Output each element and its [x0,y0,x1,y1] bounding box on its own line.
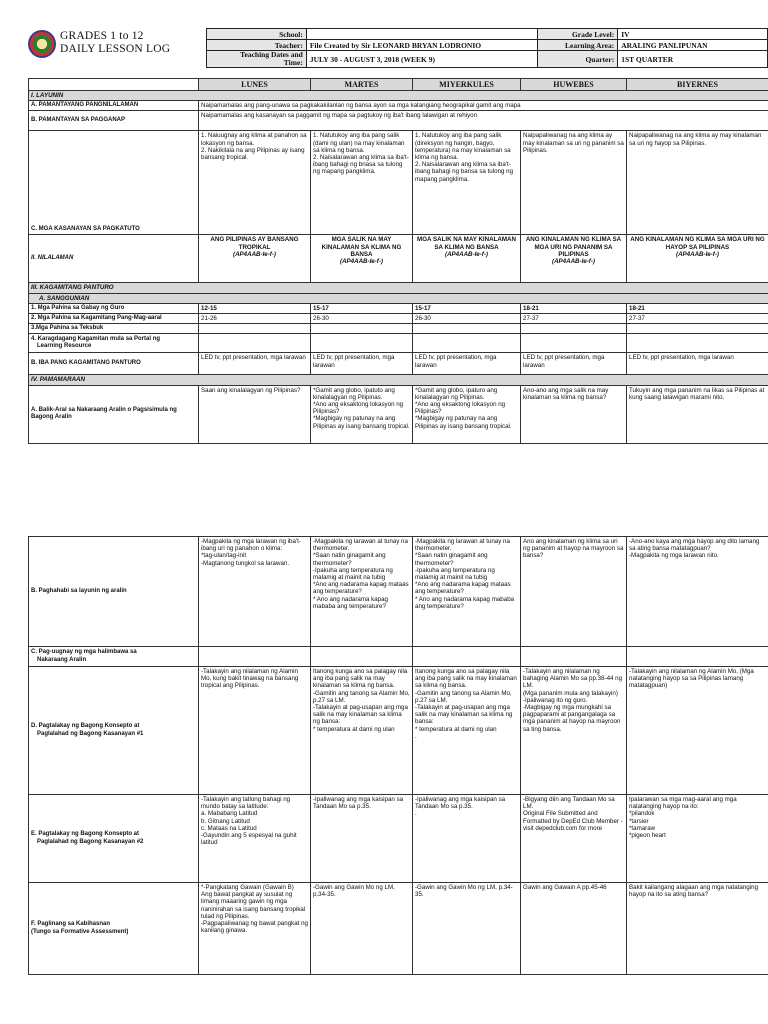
pagtalakay-2-lunes: -Talakayin ang tatlong bahagi ng mundo batay sa latitude: a. Mababang Latitud b. Gitnang Latitud c. Mataas na Latitud -Gayundin ang 5 espesyal na guhit latitud [199,795,311,883]
karagdagang-huwebes [521,334,627,353]
karagdagang-lunes [199,334,311,353]
kagamitan-mag-aaral-martes: 26-30 [311,314,413,324]
nilalaman-martes: MGA SALIK NA MAY KINALAMAN SA KLIMA NG BANSA (AP4AAB-Ie-f-) [311,235,413,283]
pagtalakay-2-huwebes: -Bigyang diin ang Tandaan Mo sa LM. Original File Submitted and Formatted by DepEd Club Member - visit depedclub.com for more [521,795,627,883]
iba-pang-martes: LED tv, ppt presentation, mga larawan [311,353,413,375]
paghahabi-miyerkules: -Magpakita ng larawan at tunay na thermometer. *Saan natin ginagamit ang thermometer? -Ipakuha ang temperatura ng malamig at mainit na tubig *Ano ang nadarama kapag mataas ang temperature? * Ano ang nadarama kapag mababa ang temperature? [413,537,521,647]
day-header-miyerkules: MIYERKULES [413,79,521,91]
kasanayan-lunes: 1. Naiuugnay ang klima at panahon sa lokasyon ng bansa. 2. Nakikilala na ang Pilipinas ay isang bansang tropical. [199,131,311,235]
pag-uugnay-lunes [199,647,311,667]
page-gap [0,470,768,530]
pag-uugnay-martes [311,647,413,667]
paghahabi-biyernes: -Ano-ano kaya ang mga hayop ang dito lamang sa ating bansa matatagpuan? -Magpakita ng mga larawan nito. [627,537,768,647]
section-sanggunian: A. SANGGUNIAN [29,293,768,303]
dates-label: Teaching Dates and Time: [207,51,307,68]
school-value [306,29,538,40]
section-kagamitan: III. KAGAMITANG PANTURO [29,283,768,293]
row-label-pamantayang: A. PAMANTAYANG PANGNILALAMAN [29,101,199,111]
karagdagang-biyernes [627,334,768,353]
kasanayan-biyernes: Naipapaliwanag na ang klima ay may kinalaman sa uri ng hayop sa Pilipinas. [627,131,768,235]
gabay-biyernes: 18-21 [627,303,768,313]
paglinang-miyerkules: -Gawin ang Gawin Mo ng LM, p.34-35. [413,883,521,975]
balik-aral-lunes: Saan ang kinalalagyan ng Pilipinas? [199,385,311,443]
row-label-iba-pang: B. IBA PANG KAGAMITANG PANTURO [29,353,199,375]
kasanayan-martes: 1. Natutukoy ang iba pang salik (dami ng ulan) na may kinalaman sa klima ng bansa. 2. Naisalarawan ang klima sa iba't-ibang bahagi ng bnasa sa tulong ng mapang pangklima. [311,131,413,235]
day-header-lunes: LUNES [199,79,311,91]
row-label-paghahabi: B. Paghahabi sa layunin ng aralin [29,537,199,647]
dll-title: GRADES 1 to 12 DAILY LESSON LOG [60,30,171,55]
pag-uugnay-miyerkules [413,647,521,667]
paglinang-martes: -Gawin ang Gawin Mo ng LM, p.34-35. [311,883,413,975]
section-pamamaraan: IV. PAMAMARAAN [29,375,768,385]
pagganap-value: Naipamamalas ang kasanayan sa paggamit ng mapa sa pagtukoy ng iba't ibang lalawigan at rehiyon [199,111,768,131]
pagtalakay-1-huwebes: -Talakayin ang nilalaman ng bahaging Alamin Mo sa pp.38-44 ng LM. (Mga pananim mula ang talakayin) -Ipaliwanag ito ng guro. -Magbigay ng mga mungkahi sa pagpaparami at pangangalaga sa mga pananim at hayop na mayroon sa ting bansa. [521,667,627,795]
dll-table-page-2 [28,536,768,975]
pag-uugnay-biyernes [627,647,768,667]
row-label-pagtalakay-2: E. Pagtalakay ng Bagong Konsepto at Paglalahad ng Bagong Kasanayan #2 [29,795,199,883]
balik-aral-huwebes: Ano-ano ang mga salik na may kinalaman sa klima ng bansa? [521,385,627,443]
section-layunin: I. LAYUNIN [29,91,768,101]
corner-cell [29,79,199,91]
row-label-gabay: 1. Mga Pahina sa Gabay ng Guro [29,303,199,313]
quarter-label: Quarter: [538,51,618,68]
row-label-teksbuk: 3.Mga Pahina sa Teksbuk [29,324,199,334]
nilalaman-huwebes: ANG KINALAMAN NG KLIMA SA MGA URI NG PANANIM SA PILIPINAS (AP4AAB-Ie-f-) [521,235,627,283]
gabay-huwebes: 18-21 [521,303,627,313]
gabay-lunes: 12-15 [199,303,311,313]
pagtalakay-1-biyernes: -Talakayin ang nilalaman ng Alamin Mo, (Mga natatanging hayop sa sa Pilipinas lamang matatagpuan) [627,667,768,795]
pag-uugnay-huwebes [521,647,627,667]
teacher-value: File Created by Sir LEONARD BRYAN LODRONIO [306,40,538,51]
paghahabi-lunes: -Magpakita ng mga larawan ng iba't-ibang uri ng panahon o klima: *tag-ulan/tag-init -Magtanong tungkol sa larawan. [199,537,311,647]
row-label-pagganap: B. PAMANTAYAN SA PAGGANAP [29,111,199,131]
grade-value: IV [618,29,768,40]
gabay-martes: 15-17 [311,303,413,313]
dates-value: JULY 30 - AUGUST 3, 2018 (WEEK 9) [306,51,538,68]
nilalaman-biyernes: ANG KINALAMAN NG KLIMA SA MGA URI NG HAYOP SA PILIPINAS (AP4AAB-Ie-f-) [627,235,768,283]
balik-aral-martes: *Gamit ang globo, ipatuto ang kinalalagyan ng Pilipinas. *Ano ang eksaktong lokasyon ng Pilipinas? *Magbigay ng patunay na ang Pilipinas ay isang bansang tropical. [311,385,413,443]
teksbuk-huwebes [521,324,627,334]
row-label-paglinang: F. Paglinang sa Kabihasnan (Tungo sa Formative Assessment) [29,883,199,975]
area-label: Learning Area: [538,40,618,51]
teksbuk-miyerkules [413,324,521,334]
pagtalakay-2-miyerkules: -Ipaliwanag ang mga kaisipan sa Tandaan Mo sa p.35. . [413,795,521,883]
kagamitan-mag-aaral-miyerkules: 26-30 [413,314,521,324]
row-label-karagdagang: 4. Karagdagang Kagamitan mula sa Portal ng Learning Resource [29,334,199,353]
paglinang-biyernes: Bakit kailangang alagaan ang mga natatanging hayop na ito sa ating bansa? [627,883,768,975]
nilalaman-miyerkules: MGA SALIK NA MAY KINALAMAN SA KLIMA NG BANSA (AP4AAB-Ie-f-) [413,235,521,283]
row-label-nilalaman: II. NILALAMAN [29,235,199,283]
row-label-balik-aral: A. Balik-Aral sa Nakaraang Aralin o Pagsisimula ng Bagong Aralin [29,385,199,443]
day-header-huwebes: HUWEBES [521,79,627,91]
pagtalakay-2-martes: -Ipaliwanag ang mga kaisipan sa Tandaan Mo sa p.35. [311,795,413,883]
paghahabi-martes: -Magpakita ng larawan at tunay na thermometer. *Saan natin ginagamit ang thermometer? -Ipakuha ang temperatura ng malamig at mainit na tubig *Ano ang nadarama kapag mataas ang temperature? * Ano ang nadarama kapag mababa ang temperature? [311,537,413,647]
kasanayan-miyerkules: 1. Natutukoy ang iba pang salik (direksyon ng hangin, bagyo, temperatura) na may kinalaman sa klima ng bansa. 2. Naisalarawan ang klima sa iba't-ibang bahagi ng bansa sa tulong ng mapang pangklima. [413,131,521,235]
iba-pang-huwebes: LED tv, ppt presentation, mga larawan [521,353,627,375]
paglinang-lunes: *-Pangkatang Gawain (Gawain B) Ang bawat pangkat ay susulat ng limang maaaring gawin ng mga naninirahan sa isang bansang tropikal tulad ng Pilipinas. -Pagpapaliwanag ng bawat pangkat ng kanilang ginawa. [199,883,311,975]
quarter-value: 1ST QUARTER [618,51,768,68]
balik-aral-biyernes: Tukuyin ang mga pananim na likas sa Pilipinas at kung saang lalawigan marami nito. [627,385,768,443]
paghahabi-huwebes: Ano ang kinalaman ng klima sa uri ng pananim at hayop na mayroon sa bansa? [521,537,627,647]
teacher-label: Teacher: [207,40,307,51]
dll-table-page-1 [28,78,768,444]
karagdagang-miyerkules [413,334,521,353]
pagtalakay-1-miyerkules: Itanong kunga ano sa palagay nila ang iba pang salik na may kinalaman sa klima ng bansa. -Gamitin ang tanong sa Alamin Mo, p.27 sa LM. -Talakayin at pag-usapan ang mga salik na may kinalaman sa klima ng bansa: * temperatura at dami ng ulan . [413,667,521,795]
nilalaman-lunes: ANG PILIPINAS AY BANSANG TROPIKAL (AP4AAB-Ie-f-) [199,235,311,283]
pagtalakay-1-martes: Itanong kunga ano sa palagay nila ang iba pang salik na may kinalaman sa klima ng bansa. -Gamitin ang tanong sa Alamin Mo, p.27 sa LM. -Talakayin at pag-usapan ang mga salik na may kinalaman sa klima ng bansa: * temperatura at dami ng ulan [311,667,413,795]
day-header-biyernes: BIYERNES [627,79,768,91]
dll-header [28,28,768,74]
row-label-pag-uugnay: C. Pag-uugnay ng mga halimbawa sa Nakaraang Aralin [29,647,199,667]
iba-pang-miyerkules: LED tv, ppt presentation, mga larawan [413,353,521,375]
day-header-martes: MARTES [311,79,413,91]
iba-pang-lunes: LED tv, ppt presentation, mga larawan [199,353,311,375]
header-info-table [206,28,768,68]
row-label-pagtalakay-1: D. Pagtalakay ng Bagong Konsepto at Paglalahad ng Bagong Kasanayan #1 [29,667,199,795]
paglinang-huwebes: Gawin ang Gawain A pp.45-46 [521,883,627,975]
kagamitan-mag-aaral-huwebes: 27-37 [521,314,627,324]
kagamitan-mag-aaral-biyernes: 27-37 [627,314,768,324]
karagdagang-martes [311,334,413,353]
dll-page-2 [0,532,768,1024]
row-label-kasanayan: C. MGA KASANAYAN SA PAGKATUTO [29,131,199,235]
teksbuk-martes [311,324,413,334]
pagtalakay-2-biyernes: Ipalarawan sa mga mag-aaral ang mga natatanging hayop na ito: *pilandok *tarsier *tamaraw *pigeon heart [627,795,768,883]
row-label-kagamitan-mag-aaral: 2. Mga Pahina sa Kagamitang Pang-Mag-aaral [29,314,199,324]
iba-pang-biyernes: LED tv, ppt presentation, mga larawan [627,353,768,375]
kasanayan-huwebes: Naipapaliwanag na ang klima ay may kinalaman sa uri ng pananim sa Pilipinas. [521,131,627,235]
school-label: School: [207,29,307,40]
gabay-miyerkules: 15-17 [413,303,521,313]
kagamitan-mag-aaral-lunes: 21-26 [199,314,311,324]
area-value: ARALING PANLIPUNAN [618,40,768,51]
balik-aral-miyerkules: *Gamit ang globo, ipaturo ang kinalalagyan ng Pilipinas. *Ano ang eksaktong lokasyon ng Pilipinas? *Magbigay ng patunay na ang Pilipinas ay isang bansang tropical. [413,385,521,443]
deped-seal-icon [28,30,56,58]
dll-page-1 [0,0,768,470]
pagtalakay-1-lunes: -Talakayin ang nilalaman ng Alamin Mo, kung bakit tinawag na bansang tropical ang Pilipinas. [199,667,311,795]
pamantayang-value: Naipamamalas ang pang-unawa sa pagkakakilanlan ng bansa ayon sa mga katangiang heograpikal gamit ang mapa [199,101,768,111]
teksbuk-biyernes [627,324,768,334]
grade-label: Grade Level: [538,29,618,40]
teksbuk-lunes [199,324,311,334]
